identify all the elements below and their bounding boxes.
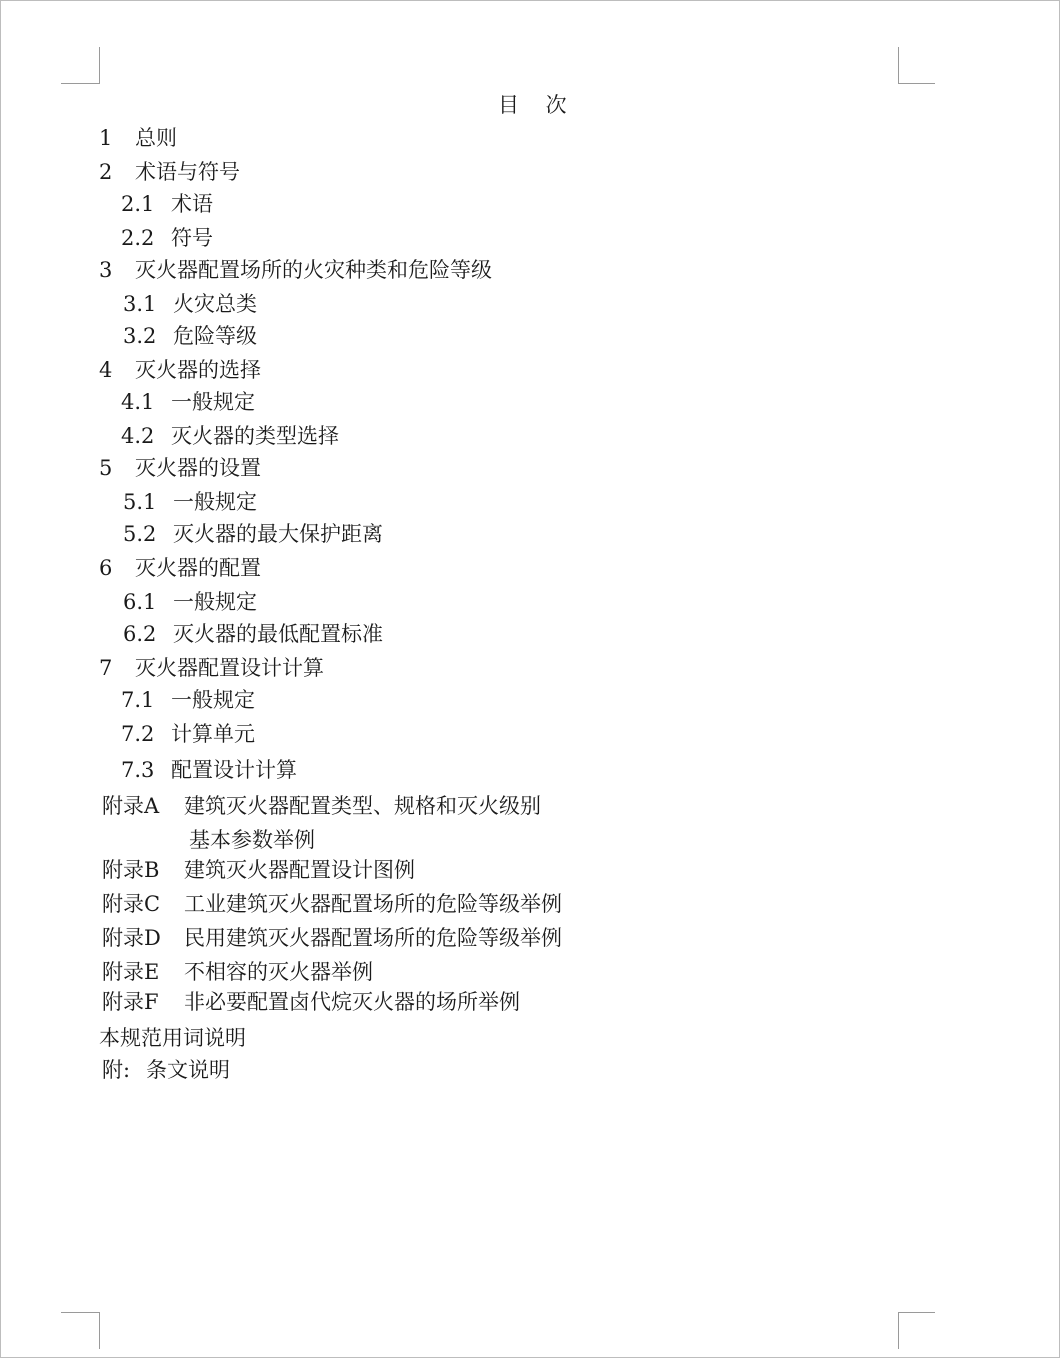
toc-entry-continuation[interactable] [189, 826, 315, 854]
toc-entry-text: 灭火器的设置 [135, 456, 261, 480]
toc-entry-number: 6.2 [123, 622, 157, 646]
toc-entry-text: 灭火器的选择 [135, 358, 261, 382]
toc-entry-number: 附录E [102, 960, 160, 984]
toc-entry-text: 灭火器配置设计计算 [135, 656, 324, 680]
toc-entry-number: 7 [99, 656, 113, 680]
toc-entry-number: 5 [99, 456, 113, 480]
toc-entry-text: 条文说明 [146, 1058, 230, 1082]
toc-entry[interactable] [123, 620, 383, 648]
toc-entry[interactable] [102, 792, 541, 820]
toc-entry-number: 附录B [102, 858, 160, 882]
toc-entry-text: 基本参数举例 [189, 828, 315, 852]
toc-entry-number: 附: [102, 1058, 131, 1082]
toc-entry-number: 5.2 [123, 522, 157, 546]
toc-entry[interactable] [123, 588, 257, 616]
toc-entry-number: 7.3 [121, 758, 155, 782]
toc-entry-number: 附录C [102, 892, 161, 916]
toc-entry-text: 配置设计计算 [171, 758, 297, 782]
toc-entry[interactable] [102, 890, 562, 918]
toc-entry-text: 灭火器配置场所的火灾种类和危险等级 [135, 258, 492, 282]
toc-entry[interactable] [99, 158, 240, 186]
toc-entry-number: 7.2 [121, 722, 155, 746]
toc-entry-text: 民用建筑灭火器配置场所的危险等级举例 [184, 926, 562, 950]
toc-entry-text: 计算单元 [171, 722, 255, 746]
toc-entry[interactable] [99, 454, 261, 482]
toc-entry-number: 3.2 [123, 324, 157, 348]
toc-entry-text: 总则 [135, 126, 177, 150]
toc-entry-text: 危险等级 [173, 324, 257, 348]
toc-entry-text: 术语 [171, 192, 213, 216]
toc-entry[interactable] [102, 924, 562, 952]
toc-entry[interactable] [123, 290, 257, 318]
toc-entry-number: 2.1 [121, 192, 155, 216]
toc-entry[interactable] [99, 1024, 246, 1052]
toc-entry-text: 一般规定 [171, 688, 255, 712]
toc-entry-text: 本规范用词说明 [99, 1026, 246, 1050]
toc-entry[interactable] [123, 322, 257, 350]
toc-entry-number: 4.2 [121, 424, 155, 448]
crop-mark-top-right [898, 47, 935, 84]
toc-entry[interactable] [123, 520, 383, 548]
toc-entry[interactable] [121, 756, 297, 784]
toc-entry[interactable] [99, 256, 492, 284]
toc-entry[interactable] [123, 488, 257, 516]
toc-entry-number: 2 [99, 160, 113, 184]
toc-entry[interactable] [121, 720, 255, 748]
toc-entry-text: 符号 [171, 226, 213, 250]
toc-entry-text: 一般规定 [173, 590, 257, 614]
toc-entry[interactable] [121, 422, 339, 450]
toc-entry-number: 1 [99, 126, 113, 150]
toc-entry-text: 一般规定 [171, 390, 255, 414]
toc-entry-number: 6.1 [123, 590, 157, 614]
toc-entry[interactable] [121, 388, 255, 416]
toc-entry-number: 3.1 [123, 292, 157, 316]
crop-mark-top-left [61, 47, 100, 84]
toc-entry-number: 6 [99, 556, 113, 580]
toc-entry[interactable] [99, 124, 177, 152]
toc-entry-text: 灭火器的类型选择 [171, 424, 339, 448]
toc-entry[interactable] [99, 654, 324, 682]
toc-entry-text: 建筑灭火器配置设计图例 [184, 858, 415, 882]
toc-entry-number: 7.1 [121, 688, 155, 712]
toc-entry[interactable] [102, 958, 373, 986]
toc-entry-number: 附录F [102, 990, 159, 1014]
toc-title: 目 次 [498, 93, 577, 117]
crop-mark-bottom-right [898, 1312, 935, 1349]
toc-entry-text: 灭火器的最低配置标准 [173, 622, 383, 646]
toc-entry-text: 术语与符号 [135, 160, 240, 184]
toc-entry[interactable] [121, 686, 255, 714]
toc-entry-number: 附录A [102, 794, 160, 818]
toc-entry-number: 4 [99, 358, 113, 382]
toc-entry[interactable] [102, 1056, 230, 1084]
toc-entry-text: 火灾总类 [173, 292, 257, 316]
toc-entry-text: 不相容的灭火器举例 [184, 960, 373, 984]
toc-entry-number: 3 [99, 258, 113, 282]
toc-entry[interactable] [121, 190, 213, 218]
toc-entry-text: 工业建筑灭火器配置场所的危险等级举例 [184, 892, 562, 916]
crop-mark-bottom-left [61, 1312, 100, 1349]
toc-entry-text: 建筑灭火器配置类型、规格和灭火级别 [184, 794, 541, 818]
toc-entry[interactable] [102, 988, 520, 1016]
toc-entry-number: 5.1 [123, 490, 157, 514]
toc-entry-number: 2.2 [121, 226, 155, 250]
toc-entry[interactable] [102, 856, 415, 884]
toc-entry-text: 灭火器的最大保护距离 [173, 522, 383, 546]
toc-entry[interactable] [99, 554, 261, 582]
toc-entry-number: 附录D [102, 926, 161, 950]
toc-entry[interactable] [121, 224, 213, 252]
toc-entry-text: 一般规定 [173, 490, 257, 514]
toc-entry-number: 4.1 [121, 390, 155, 414]
toc-entry-text: 灭火器的配置 [135, 556, 261, 580]
toc-entry-text: 非必要配置卤代烷灭火器的场所举例 [184, 990, 520, 1014]
toc-entry[interactable] [99, 356, 261, 384]
